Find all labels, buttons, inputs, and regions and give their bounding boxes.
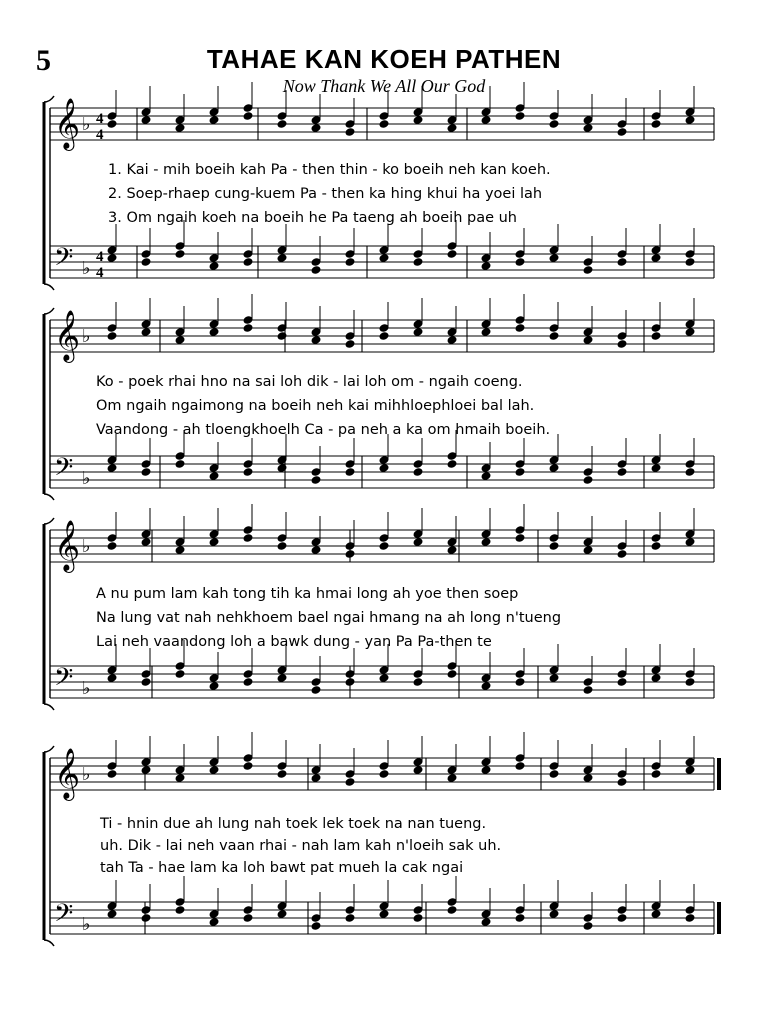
notehead [140, 257, 151, 267]
notehead [242, 467, 253, 477]
hymn-number: 5 [36, 44, 51, 77]
notehead [310, 475, 321, 485]
notehead [616, 339, 627, 349]
notehead [684, 913, 695, 923]
notehead [242, 677, 253, 687]
notehead [548, 769, 559, 779]
notehead [140, 677, 151, 687]
notehead [446, 905, 457, 915]
notehead [344, 677, 355, 687]
system-bracket [44, 518, 54, 524]
treble-clef-icon: 𝄞 [54, 748, 81, 799]
lyric-line: Vaandong - ah tloengkhoelh Ca - pa neh a ka om hmaih boeih. [96, 422, 551, 438]
notehead [514, 913, 525, 923]
notehead [616, 257, 627, 267]
notehead [514, 257, 525, 267]
notehead [276, 541, 287, 551]
notehead [242, 323, 253, 333]
lyric-line: Ti - hnin due ah lung nah toek lek toek na nan tueng. [100, 816, 487, 832]
notehead [412, 677, 423, 687]
notehead [242, 257, 253, 267]
lyric-line: 1. Kai - mih boeih kah Pa - then thin - ko boeih neh kan koeh. [108, 162, 551, 178]
notehead [548, 331, 559, 341]
notehead [344, 127, 355, 137]
notehead [412, 467, 423, 477]
system-bracket [44, 308, 54, 314]
notehead [582, 685, 593, 695]
treble-clef-icon: 𝄞 [54, 98, 81, 149]
notehead [514, 533, 525, 543]
notehead [650, 331, 661, 341]
system-bracket [44, 494, 54, 500]
lyric-line: tah Ta - hae lam ka loh bawt pat mueh la cak ngai [100, 860, 464, 876]
notehead [174, 249, 185, 259]
notehead [616, 913, 627, 923]
flat-icon: ♭ [82, 764, 91, 785]
flat-icon: ♭ [82, 326, 91, 347]
lyric-line: 2. Soep-rhaep cung-kuem Pa - then ka hing khui ha yoei lah [108, 186, 543, 202]
notehead [174, 669, 185, 679]
lyric-line: Ko - poek rhai hno na sai loh dik - lai loh om - ngaih coeng. [96, 374, 523, 390]
time-signature: 4 [96, 249, 104, 265]
lyric-line: A nu pum lam kah tong tih ka hmai long ah yoe then soep [96, 586, 519, 602]
notehead [514, 111, 525, 121]
notehead [378, 119, 389, 129]
treble-clef-icon: 𝄞 [54, 520, 81, 571]
notehead [310, 685, 321, 695]
notehead [242, 111, 253, 121]
notehead [616, 549, 627, 559]
notehead [548, 119, 559, 129]
flat-icon: ♭ [82, 914, 91, 935]
notehead [650, 119, 661, 129]
hymn-title: TAHAE KAN KOEH PATHEN [206, 44, 562, 74]
bass-clef-icon: 𝄢 [54, 453, 74, 488]
notehead [616, 677, 627, 687]
notehead [344, 339, 355, 349]
notehead [140, 467, 151, 477]
flat-icon: ♭ [82, 114, 91, 135]
notehead [514, 677, 525, 687]
time-signature: 4 [96, 265, 104, 281]
notehead [412, 257, 423, 267]
lyric-line: Na lung vat nah nehkhoem bael ngai hmang na ah long n'tueng [96, 610, 562, 626]
notehead [412, 913, 423, 923]
notehead [106, 769, 117, 779]
notehead [344, 549, 355, 559]
notehead [344, 467, 355, 477]
notehead [310, 265, 321, 275]
notehead [446, 249, 457, 259]
notehead [650, 769, 661, 779]
notehead [106, 119, 117, 129]
system-bracket [44, 704, 54, 710]
notehead [582, 265, 593, 275]
flat-icon: ♭ [82, 678, 91, 699]
lyric-line: 3. Om ngaih koeh na boeih he Pa taeng ah boeih pae uh [108, 210, 517, 226]
notehead [344, 913, 355, 923]
notehead [106, 541, 117, 551]
flat-icon: ♭ [82, 536, 91, 557]
notehead [684, 677, 695, 687]
notehead [616, 777, 627, 787]
lyric-line: Om ngaih ngaimong na boeih neh kai mihhloephloei bal lah. [96, 398, 535, 414]
notehead [140, 913, 151, 923]
notehead [446, 669, 457, 679]
flat-icon: ♭ [82, 468, 91, 489]
notehead [684, 467, 695, 477]
notehead [344, 257, 355, 267]
notehead [276, 769, 287, 779]
lyric-line: Lai neh vaandong loh a bawk dung - yan Pa Pa-then te [96, 634, 492, 650]
hymn-subtitle: Now Thank We All Our God [282, 76, 486, 96]
time-signature: 4 [96, 111, 104, 127]
system-bracket [44, 96, 54, 102]
notehead [514, 761, 525, 771]
notehead [582, 921, 593, 931]
notehead [616, 467, 627, 477]
notehead [276, 331, 287, 341]
notehead [378, 769, 389, 779]
notehead [106, 331, 117, 341]
treble-clef-icon: 𝄞 [54, 310, 81, 361]
notehead [684, 257, 695, 267]
notehead [378, 331, 389, 341]
notehead [514, 467, 525, 477]
notehead [514, 323, 525, 333]
notehead [378, 541, 389, 551]
notehead [548, 541, 559, 551]
notehead [242, 761, 253, 771]
system-bracket [44, 284, 54, 290]
bass-clef-icon: 𝄢 [54, 243, 74, 278]
notehead [650, 541, 661, 551]
bass-clef-icon: 𝄢 [54, 899, 74, 934]
bass-clef-icon: 𝄢 [54, 663, 74, 698]
notehead [446, 459, 457, 469]
notehead [310, 921, 321, 931]
flat-icon: ♭ [82, 258, 91, 279]
notehead [616, 127, 627, 137]
notehead [242, 913, 253, 923]
lyric-line: uh. Dik - lai neh vaan rhai - nah lam kah n'loeih sak uh. [100, 838, 502, 854]
system-bracket [44, 746, 54, 752]
notehead [582, 475, 593, 485]
notehead [174, 459, 185, 469]
notehead [276, 119, 287, 129]
time-signature: 4 [96, 127, 104, 143]
notehead [174, 905, 185, 915]
system-bracket [44, 940, 54, 946]
notehead [344, 777, 355, 787]
notehead [242, 533, 253, 543]
